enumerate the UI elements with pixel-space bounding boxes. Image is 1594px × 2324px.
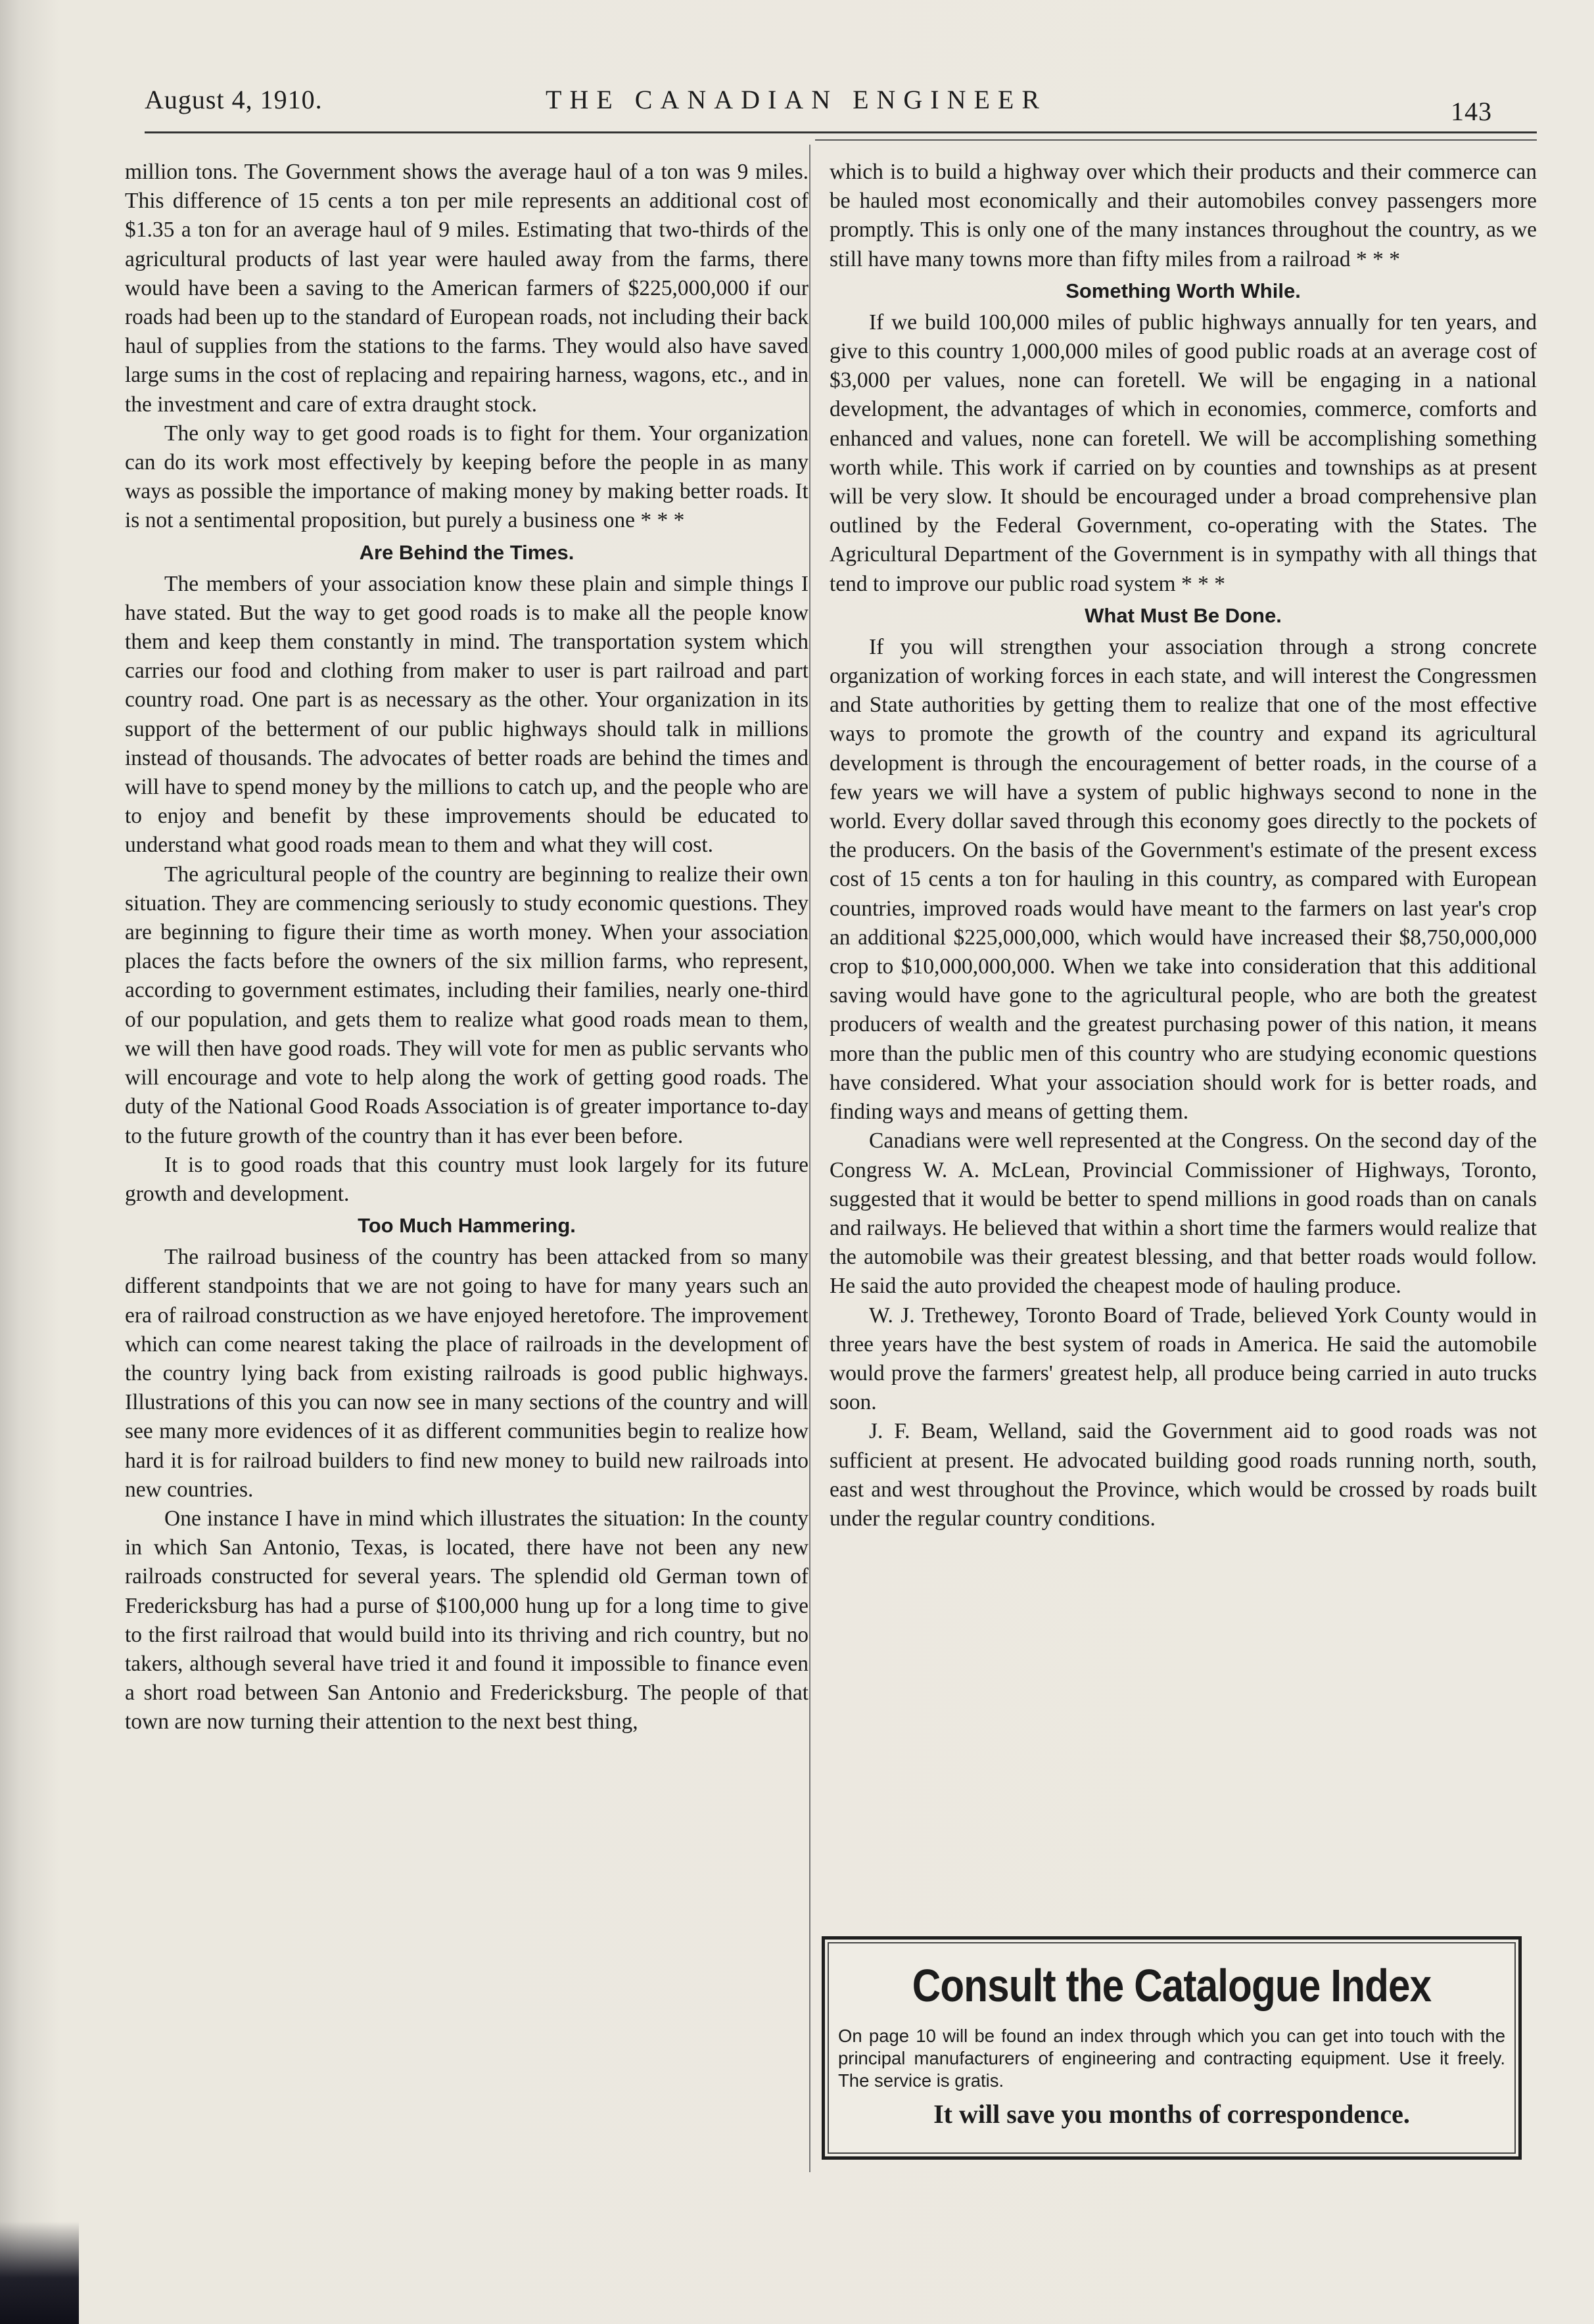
paragraph: million tons. The Government shows the average haul of a ton was 9 miles. This difference of 15 cents a ton per mile represents an additional cost of $1.35 a ton for an average haul of 9 miles. Estimating that two-thirds of the agricultural products of last year were hauled away from the farms, there would have been a saving to the American farmers of $225,000,000 if our roads had been up to the standard of European roads, not including their back haul of supplies from the stations to the farms. They would also have saved large sums in the cost of replacing and repairing harness, wagons, etc., and in the investment and care of extra draught stock. bbox=[125, 160, 809, 417]
binding-shadow bbox=[0, 2221, 79, 2324]
paragraph: One instance I have in mind which illustrates the situation: In the county in which San Antonio, Texas, is located, there have not been any new railroads constructed for several years. The splendid old German town of Fredericksburg has had a purse of $100,000 hung up for a long time to give to the first railroad that would build into its thriving and rich country, but no takers, although several have tried it and found it impossible to finance even a short road between San Antonio and Fredericksburg. The people of that town are now turning their attention to the next best thing, bbox=[125, 1506, 809, 1734]
header-rule bbox=[145, 131, 1537, 133]
section-heading: Are Behind the Times. bbox=[359, 540, 574, 564]
section-heading: Too Much Hammering. bbox=[358, 1214, 576, 1238]
paragraph: The railroad business of the country has been attacked from so many different standpoints that we are not going to have for many years such an era of railroad construction as we have enjoyed heretofore. The improvement which can come nearest taking the place of railroads in the development of the country lying back from existing railroads is good public highways. Illustrations of this you can now see in many sections of the country and will see many more evidences of it as different communities begin to realize how hard it is for railroad builders to find new money to build new railroads into new countries. bbox=[125, 1245, 809, 1502]
paragraph: If you will strengthen your association through a strong concrete organization of working forces in each state, and will interest the Congressmen and State authorities by getting them to realize that one of the most effective ways to promote the growth of the country and expand its agricultural development is through the encouragement of better roads, in the course of a few years we will have a system of public highways second to none in the world. Every dollar saved through this economy goes directly to the pockets of the producers. On the basis of the Government's estimate of the present excess cost of 15 cents a ton for hauling in this country, as compared with European countries, improved roads would have meant to the farmers on last year's crop an additional $225,000,000, which would have increased their $8,750,000,000 crop to $10,000,000,000. When we take into consideration that this additional saving would have gone to the agricultural people, who are both the greatest producers of wealth and the greatest purchasing power of this nation, it means more than the public men of this country who are studying economic questions have considered. What your association should work for is better roads, and finding ways and means of getting them. bbox=[830, 634, 1537, 1125]
paragraph: The members of your association know these plain and simple things I have stated. But the way to get good roads is to make all the people know them and keep them constantly in mind. The transportation system which carries our food and clothing from maker to user is part railroad and part country road. One part is as necessary as the other. Your organization in its support of the betterment of our public highways should talk in millions instead of thousands. The advocates of better roads are behind the times and will have to spend money by the millions to catch up, and the people who are to enjoy and benefit by these improvements should be educated to understand what good roads mean to them and what they will cost. bbox=[125, 571, 809, 858]
header-rule-secondary bbox=[815, 139, 1537, 141]
advertisement-body: On page 10 will be found an index through which you can get into touch with the principal manufacturers of engineering and contracting equipment. Use it freely. The service is gratis. bbox=[838, 2026, 1505, 2091]
header-page-number: 143 bbox=[1451, 97, 1492, 126]
section-heading: What Must Be Done. bbox=[1085, 603, 1282, 627]
right-column bbox=[830, 158, 1537, 1533]
page-header bbox=[145, 80, 1492, 133]
paragraph: It is to good roads that this country must look largely for its future growth and development. bbox=[125, 1152, 809, 1206]
paragraph: Canadians were well represented at the Congress. On the second day of the Congress W. A. McLean, Provincial Commissioner of Highways, Toronto, suggested that it would be better to spend millions in good roads than on canals and railways. He believed that within a short time the farmers would realize that the automobile was their greatest blessing, and that better roads would follow. He said the auto provided the cheapest mode of hauling produce. bbox=[830, 1128, 1537, 1299]
header-title: THE CANADIAN ENGINEER bbox=[546, 85, 1048, 114]
left-column bbox=[125, 158, 809, 1737]
paragraph: W. J. Trethewey, Toronto Board of Trade, believed York County would in three years have the best system of roads in America. He said the automobile would prove the farmers' greatest help, all produce being carried in auto trucks soon. bbox=[830, 1303, 1537, 1415]
paragraph: The agricultural people of the country are beginning to realize their own situation. They are commencing seriously to study economic questions. They are beginning to figure their time as worth money. When your association places the facts before the owners of the six million farms, who represent, according to government estimates, including their families, nearly one-third of our population, and gets them to realize what good roads mean to them, we will then have good roads. They will vote for men as public servants who will encourage and vote to help along the work of getting good roads. The duty of the National Good Roads Association is of greater importance to-day to the future growth of the country than it has ever been before. bbox=[125, 862, 809, 1148]
paragraph: The only way to get good roads is to fight for them. Your organization can do its work most effectively by keeping before the people in as many ways as possible the importance of making money by making better roads. It is not a sentimental proposition, but purely a business one * * * bbox=[125, 421, 809, 533]
section-heading: Something Worth While. bbox=[1066, 279, 1301, 302]
paragraph: If we build 100,000 miles of public highways annually for ten years, and give to this country 1,000,000 miles of good public roads at an average cost of $3,000 per values, none can foretell. We will be engaging in a national development, the advantages of which in economies, commerce, comforts and enhanced and values, none can foretell. We will be accomplishing something worth while. This work if carried on by counties and townships as at present will be very slow. It should be encouraged under a broad comprehensive plan outlined by the Federal Government, co-operating with the States. The Agricultural Department of the Government is in sympathy with all things that tend to improve our public road system * * * bbox=[830, 310, 1537, 596]
advertisement-title: Consult the Catalogue Index bbox=[912, 1960, 1432, 2011]
paragraph: J. F. Beam, Welland, said the Government aid to good roads was not sufficient at present. He advocated building good roads running north, south, east and west throughout the Province, which would be crossed by roads built under the regular country conditions. bbox=[830, 1419, 1537, 1531]
advertisement-footer: It will save you months of correspondence. bbox=[933, 2099, 1410, 2129]
paragraph: which is to build a highway over which their products and their commerce can be hauled most economically and their automobiles convey passengers more promptly. This is only one of the many instances throughout the country, as we still have many towns more than fifty miles from a railroad * * * bbox=[830, 160, 1537, 271]
catalogue-advertisement bbox=[822, 1936, 1522, 2160]
header-date: August 4, 1910. bbox=[145, 85, 323, 114]
column-divider bbox=[809, 145, 810, 2172]
